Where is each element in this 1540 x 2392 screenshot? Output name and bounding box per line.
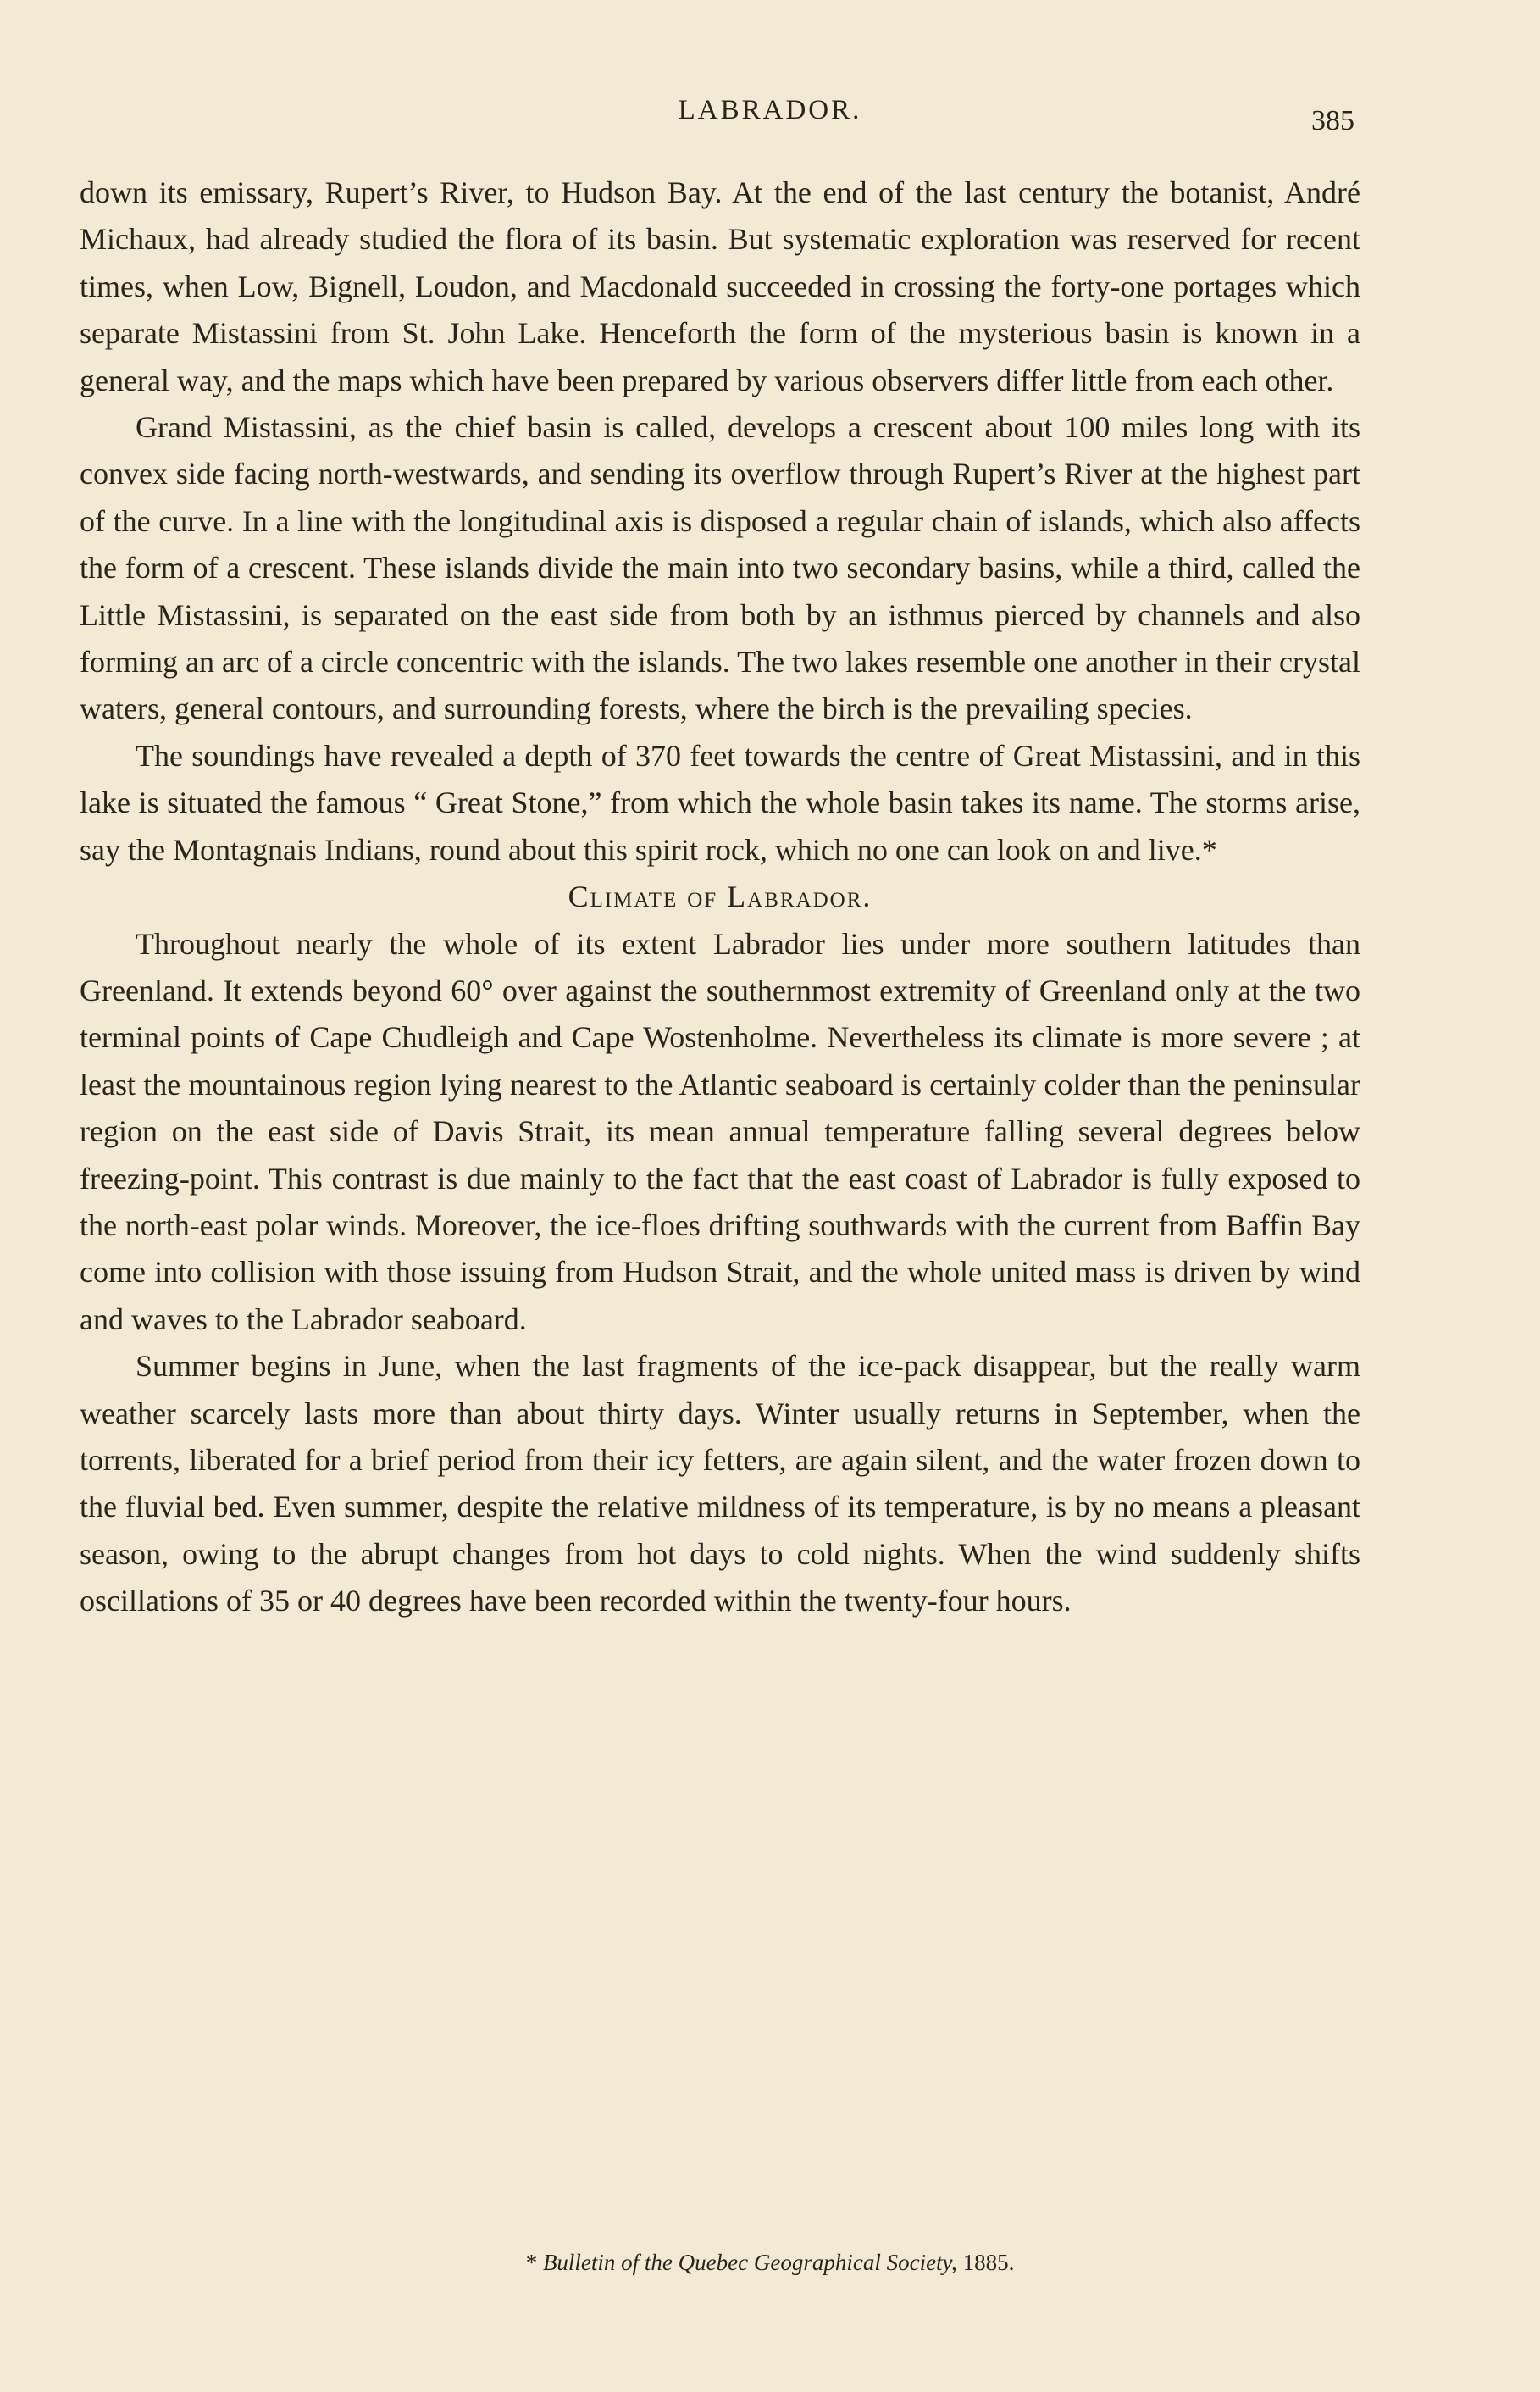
page-number: 385 bbox=[1311, 105, 1354, 136]
paragraph-3: The soundings have revealed a depth of 370 feet towards the centre of Great Mistassini, and in this lake is situated the famous “ Great Stone,” from which the whole basin takes its name. The storms arise, say the Montagnais Indians, round about this spirit rock, which no one can look on and live.* bbox=[80, 738, 1360, 867]
paragraph-4: Throughout nearly the whole of its extent Labrador lies under more southern latitudes than Greenland. It extends beyond 60° over against the southernmost extremity of Greenland only at the two terminal points of Cape Chudleigh and Cape Wostenholme. Nevertheless its climate is more severe ; at least the mountainous region lying nearest to the Atlantic seaboard is certainly colder than the peninsular region on the east side of Davis Strait, its mean annual temperature falling several degrees below freezing-point. This contrast is due mainly to the fact that the east coast of Labrador is fully exposed to the north-east polar winds. Moreover, the ice-floes drifting southwards with the current from Baffin Bay come into collision with those issuing from Hudson Strait, and the whole united mass is driven by wind and waves to the Labrador seaboard. bbox=[80, 926, 1360, 1336]
paragraph-5: Summer begins in June, when the last fragments of the ice-pack disappear, but the really warm weather scarcely lasts more than about thirty days. Winter usually returns in September, when the torrents, liberated for a brief period from their icy fetters, are again silent, and the water frozen down to the fluvial bed. Even summer, despite the relative mildness of its temperature, is by no means a pleasant season, owing to the abrupt changes from hot days to cold nights. When the wind suddenly shifts oscillations of 35 or 40 degrees have been recorded within the twenty-four hours. bbox=[80, 1349, 1360, 1618]
footnote-source: Bulletin of the Quebec Geographical Society, bbox=[542, 2250, 957, 2275]
footnote bbox=[0, 2250, 1540, 2276]
running-title: LABRADOR. bbox=[678, 95, 862, 125]
body-text bbox=[80, 169, 1360, 1625]
paragraph-1: down its emissary, Rupert’s River, to Hudson Bay. At the end of the last century the botanist, André Michaux, had already studied the flora of its basin. But systematic exploration was reserved for recent times, when Low, Bignell, Loudon, and Macdonald succeeded in crossing the forty-one portages which separate Mistassini from St. John Lake. Henceforth the form of the mysterious basin is known in a general way, and the maps which have been prepared by various observers differ little from each other. bbox=[80, 175, 1360, 397]
section-heading: Climate of Labrador. bbox=[568, 880, 872, 914]
footnote-year: 1885. bbox=[962, 2250, 1015, 2275]
paragraph-2: Grand Mistassini, as the chief basin is called, develops a crescent about 100 miles long with its convex side facing north-westwards, and sending its overflow through Rupert’s River at the highest part of the curve. In a line with the longitudinal axis is disposed a regular chain of islands, which also affects the form of a crescent. These islands divide the main into two secondary basins, while a third, called the Little Mistassini, is separated on the east side from both by an isthmus pierced by channels and also forming an arc of a circle concentric with the islands. The two lakes resemble one another in their crystal waters, general contours, and surrounding forests, where the birch is the prevailing species. bbox=[80, 410, 1360, 726]
footnote-marker: * bbox=[525, 2250, 538, 2275]
